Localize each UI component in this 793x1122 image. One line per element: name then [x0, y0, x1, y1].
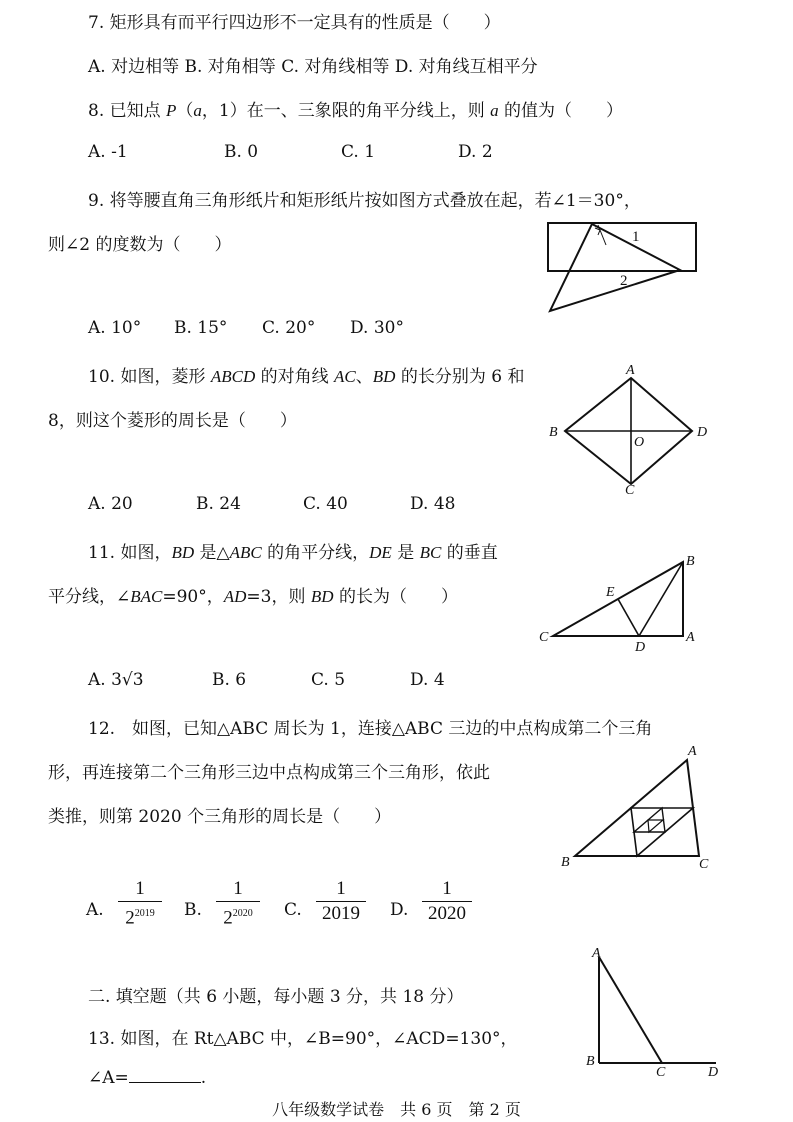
triangle-4 [648, 820, 663, 832]
q9-option-c: C. 20° [262, 318, 316, 338]
rectangle-paper [548, 223, 696, 271]
q9-option-d: D. 30° [350, 318, 404, 338]
q7-stem: 7. 矩形具有而平行四边形不一定具有的性质是（ ） [88, 13, 501, 33]
vertex-label-a: A [592, 946, 601, 961]
point-label-d: D [635, 640, 646, 655]
q12-option-a-fraction: 1 $2^{2019}$ [118, 878, 162, 929]
q12-stem-line3: 类推，则第 2020 个三角形的周长是（ ） [48, 807, 392, 827]
q12-figure [555, 742, 725, 872]
vertex-label-c: C [699, 857, 709, 872]
q11-figure [535, 550, 705, 660]
vertex-label-c: C [656, 1065, 666, 1080]
q12-stem-line1: 12. 如图，已知△ABC 周长为 1，连接△ABC 三边的中点构成第二个三角 [88, 719, 653, 739]
q10-option-d: D. 48 [410, 494, 456, 514]
q13-stem-line1: 13. 如图，在 Rt△ABC 中，∠B=90°，∠ACD=130°， [88, 1029, 518, 1049]
vertex-label-c: C [625, 483, 635, 498]
q12-option-b-fraction: 1 $2^{2020}$ [216, 878, 260, 929]
angle-label-2: 2 [620, 273, 628, 289]
vertex-label-a: A [686, 630, 695, 645]
vertex-label-d: D [697, 425, 708, 440]
q11-option-c: C. 5 [311, 670, 346, 690]
q12-option-b-letter: B. [184, 900, 202, 920]
q10-figure [540, 360, 720, 498]
q9-option-b: B. 15° [174, 318, 228, 338]
angle-label-1: 1 [632, 229, 640, 245]
segment-bd [639, 562, 683, 636]
q8-option-c: C. 1 [341, 142, 376, 162]
q8-option-a: A. -1 [88, 142, 128, 162]
q10-stem-line1: 10. 如图，菱形 ABCD 的对角线 AC、BD 的长分别为 6 和 [88, 367, 525, 387]
q12-option-c-fraction: 1 2019 [316, 878, 366, 925]
q9-stem-line1: 9. 将等腰直角三角形纸片和矩形纸片按如图方式叠放在起，若∠1＝30°， [88, 191, 641, 211]
q13-stem-line2: ∠A= . [88, 1068, 207, 1088]
vertex-label-a: A [626, 363, 635, 378]
q9-figure [540, 215, 700, 315]
point-label-e: E [606, 585, 615, 600]
q10-stem-line2: 8，则这个菱形的周长是（ ） [48, 411, 297, 431]
center-label-o: O [634, 435, 645, 450]
segment-de [618, 599, 639, 636]
q10-option-c: C. 40 [303, 494, 348, 514]
point-label-d: D [708, 1065, 719, 1080]
q8-option-d: D. 2 [458, 142, 493, 162]
q9-stem-line2: 则∠2 的度数为（ ） [48, 235, 232, 255]
q12-option-d-letter: D. [390, 900, 409, 920]
q10-option-b: B. 24 [196, 494, 241, 514]
angle-arc-1 [598, 225, 606, 245]
q11-stem-line1: 11. 如图，BD 是△ABC 的角平分线，DE 是 BC 的垂直 [88, 543, 498, 563]
q10-option-a: A. 20 [88, 494, 133, 514]
q12-option-c-letter: C. [284, 900, 302, 920]
q12-option-d-fraction: 1 2020 [422, 878, 472, 925]
page-footer: 八年级数学试卷 共 6 页 第 2 页 [272, 1100, 521, 1119]
section-2-heading: 二. 填空题（共 6 小题，每小题 3 分，共 18 分） [88, 987, 464, 1007]
vertex-label-b: B [561, 855, 570, 870]
q12-option-a-letter: A. [86, 900, 104, 920]
q13-figure [580, 945, 730, 1080]
vertex-label-b: B [686, 554, 695, 569]
answer-blank[interactable] [129, 1066, 201, 1083]
vertex-label-b: B [586, 1054, 595, 1069]
vertex-label-a: A [688, 744, 697, 759]
q11-option-a: A. 3√3 [88, 670, 144, 690]
q8-option-b: B. 0 [224, 142, 259, 162]
right-triangle-paper [550, 224, 680, 311]
q11-option-d: D. 4 [410, 670, 445, 690]
vertex-label-b: B [549, 425, 558, 440]
q11-stem-line2: 平分线，∠BAC=90°，AD=3，则 BD 的长为（ ） [48, 587, 458, 607]
q11-option-b: B. 6 [212, 670, 247, 690]
q7-options: A. 对边相等 B. 对角相等 C. 对角线相等 D. 对角线互相平分 [88, 57, 538, 77]
side-ac [599, 957, 662, 1063]
vertex-label-c: C [539, 630, 549, 645]
q12-stem-line2: 形，再连接第二个三角形三边中点构成第三个三角形，依此 [48, 763, 490, 783]
q8-stem: 8. 已知点 P（a，1）在一、三象限的角平分线上，则 a 的值为（ ） [88, 101, 624, 121]
q9-option-a: A. 10° [88, 318, 142, 338]
